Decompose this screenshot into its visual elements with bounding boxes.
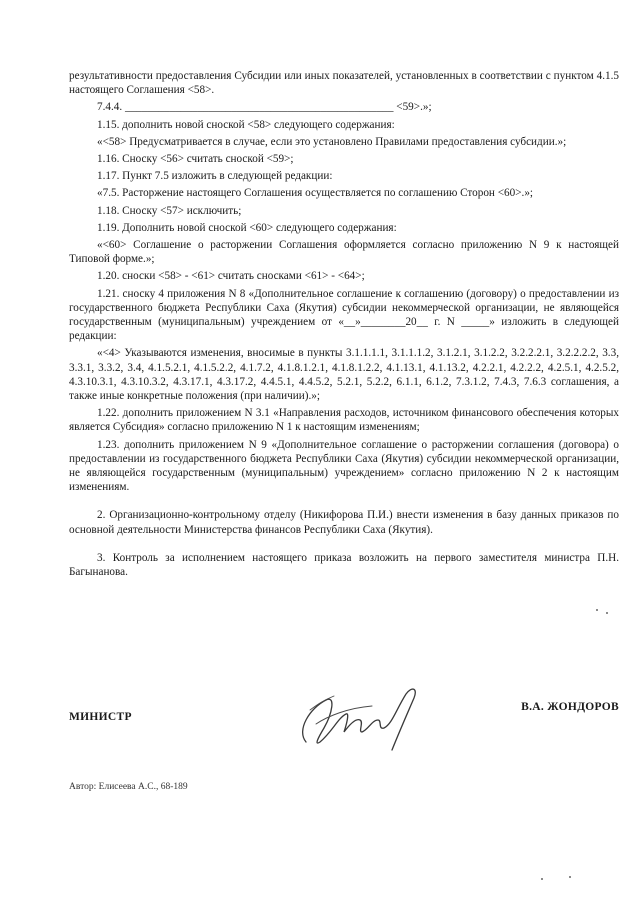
body-paragraph: 1.21. сноску 4 приложения N 8 «Дополнительное соглашение к соглашению (договору) о предоставлении из государственного бюджета Республики Саха (Якутия) субсидии некоммерческой организации, не являющейся государственным (муниципальным) учреждением от «__»________20__ г. N _____» изложить в следующей редакции: [69, 287, 619, 343]
body-paragraph: 1.17. Пункт 7.5 изложить в следующей редакции: [97, 170, 333, 183]
scan-speck [606, 612, 608, 614]
minister-name: В.А. ЖОНДОРОВ [521, 701, 619, 713]
body-paragraph: 1.18. Сноску <57> исключить; [97, 204, 242, 217]
body-paragraph: 1.20. сноски <58> - <61> считать сносками <61> - <64>; [97, 270, 365, 283]
body-paragraph: 7.4.4. ________________________________________________ <59>.»; [97, 101, 432, 114]
body-paragraph: «7.5. Расторжение настоящего Соглашения осуществляется по соглашению Сторон <60>.»; [97, 187, 534, 200]
handwritten-signature [288, 680, 438, 760]
body-paragraph: «<60> Соглашение о расторжении Соглашения оформляется согласно приложению N 9 к настоящей Типовой форме.»; [69, 239, 619, 266]
section-2-paragraph: 2. Организационно-контрольному отделу (Никифорова П.И.) внести изменения в базу данных приказов по основной деятельности Министерства финансов Республики Саха (Якутия). [69, 509, 619, 536]
paragraph-list [69, 69, 619, 494]
body-paragraph: 1.19. Дополнить новой сноской <60> следующего содержания: [97, 221, 397, 234]
scan-speck [569, 876, 571, 878]
author-line: Автор: Елисеева А.С., 68-189 [69, 782, 188, 792]
body-paragraph: 1.23. дополнить приложением N 9 «Дополнительное соглашение о расторжении соглашения (договора) о предоставлении из государственного бюджета Республики Саха (Якутия) субсидии некоммерческой организации, не являющейся государственным (муниципальным) учреждением» согласно приложению N 2 к настоящим изменениям. [69, 438, 619, 494]
section-3-paragraph: 3. Контроль за исполнением настоящего приказа возложить на первого заместителя министра П.Н. Багынанова. [69, 551, 619, 579]
minister-title: МИНИСТР [69, 711, 132, 723]
body-paragraph: «<4> Указываются изменения, вносимые в пункты 3.1.1.1.1, 3.1.1.1.2, 3.1.2.1, 3.1.2.2, 3.2.2.2.1, 3.2.2.2.2, 3.3, 3.3.1, 3.3.2, 3.4, 4.1.5.2.1, 4.1.5.2.2, 4.1.7.2, 4.1.8.1.2.1, 4.1.8.1.2.2, 4.1.13.1, 4.1.13.2, 4.2.2.1, 4.2.2.2, 4.2.5.1, 4.2.5.2, 4.3.10.3.1, 4.3.10.3.2, 4.3.17.1, 4.3.17.2, 4.4.5.1, 4.4.5.2, 5.2.1, 5.2.2, 6.1.1, 6.1.2, 7.3.1.2, 7.4.3, 7.6.3 соглашения, а также иные конкретные положения (при наличии).»; [69, 347, 619, 403]
body-paragraph: результативности предоставления Субсидии или иных показателей, установленных в соответствии с пунктом 4.1.5 настоящего Соглашения <58>. [69, 70, 619, 97]
scan-speck [596, 609, 598, 611]
scan-speck [541, 878, 543, 880]
body-paragraph: 1.22. дополнить приложением N 3.1 «Направления расходов, источником финансового обеспечения которых является Субсидия» согласно приложению N 1 к настоящим изменениям; [69, 407, 619, 434]
document-body [69, 66, 619, 579]
body-paragraph: 1.16. Сноску <56> считать сноской <59>; [97, 153, 294, 166]
body-paragraph: 1.15. дополнить новой сноской <58> следующего содержания: [97, 118, 395, 131]
body-paragraph: «<58> Предусматривается в случае, если это установлено Правилами предоставления субсидии.»; [97, 135, 567, 148]
